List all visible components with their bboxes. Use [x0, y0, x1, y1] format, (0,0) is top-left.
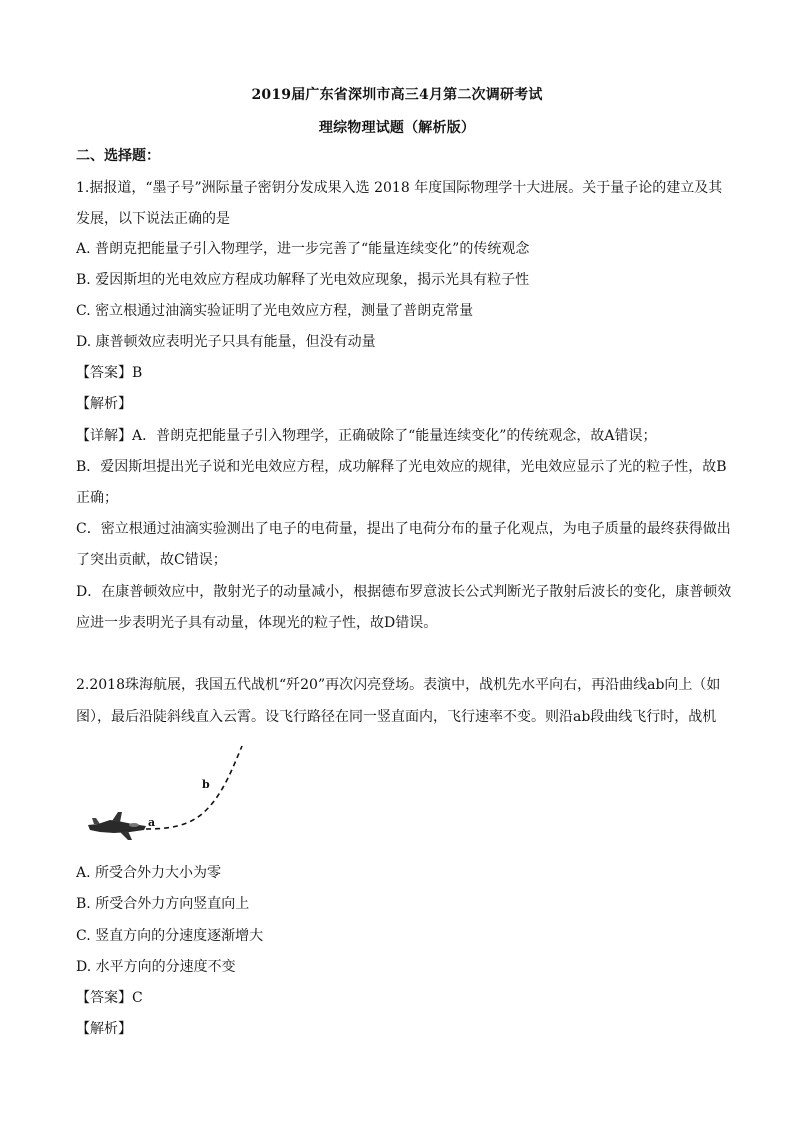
q1-detail-line-2: B．爱因斯坦提出光子说和光电效应方程，成功解释了光电效应的规律，光电效应显示了光的粒子性，故B — [76, 459, 727, 475]
q1-stem-line-2: 发展，以下说法正确的是 — [76, 211, 230, 227]
q2-option-c: C. 竖直方向的分速度逐渐增大 — [76, 928, 264, 944]
document-title: 2019届广东省深圳市高三4月第二次调研考试 — [251, 87, 543, 103]
q2-option-a: A. 所受合外力大小为零 — [76, 865, 222, 881]
q1-option-b: B. 爱因斯坦的光电效应方程成功解释了光电效应现象，揭示光具有粒子性 — [76, 272, 530, 288]
q2-stem-line-1: 2.2018珠海航展，我国五代战机“歼20”再次闪亮登场。表演中，战机先水平向右，再沿曲线ab向上（如 — [76, 677, 721, 693]
q1-detail-line-7: 应进一步表明光子具有动量，体现光的粒子性，故D错误。 — [76, 615, 438, 631]
q1-detail-line-6: D．在康普顿效应中，散射光子的动量减小，根据德布罗意波长公式判断光子散射后波长的变化，康普顿效 — [76, 584, 732, 600]
point-a-label: a — [148, 816, 156, 829]
point-b-label: b — [202, 778, 210, 791]
trajectory-curve — [146, 746, 242, 829]
q1-stem-line-1: 1.据报道，“墨子号”洲际量子密钥分发成果入选 2018 年度国际物理学十大进展。关于量子论的建立及其 — [76, 180, 723, 196]
q1-detail-line-3: 正确； — [76, 490, 118, 506]
q1-analysis-label: 【解析】 — [76, 396, 132, 412]
q2-analysis-label: 【解析】 — [76, 1021, 132, 1037]
section-heading: 二、选择题： — [76, 148, 160, 164]
flight-path-figure — [84, 740, 254, 850]
document-subtitle: 理综物理试题（解析版） — [318, 120, 476, 136]
fighter-jet-icon — [88, 812, 146, 840]
q1-option-d: D. 康普顿效应表明光子只具有能量，但没有动量 — [76, 334, 376, 350]
q1-detail-line-5: 了突出贡献，故C错误； — [76, 552, 227, 568]
q1-answer: 【答案】B — [76, 365, 143, 381]
q2-option-d: D. 水平方向的分速度不变 — [76, 959, 236, 975]
q1-detail-line-4: C．密立根通过油滴实验测出了电子的电荷量，提出了电荷分布的量子化观点，为电子质量的最终获得做出 — [76, 521, 731, 537]
q2-answer: 【答案】C — [76, 990, 143, 1006]
q1-detail-line-1: 【详解】A．普朗克把能量子引入物理学，正确破除了“能量连续变化”的传统观念，故A错误； — [76, 428, 657, 444]
q2-option-b: B. 所受合外力方向竖直向上 — [76, 896, 250, 912]
q2-stem-line-2: 图），最后沿陡斜线直入云霄。设飞行路径在同一竖直面内，飞行速率不变。则沿ab段曲线飞行时，战机 — [76, 709, 717, 725]
q1-option-a: A. 普朗克把能量子引入物理学，进一步完善了“能量连续变化”的传统观念 — [76, 241, 530, 257]
q1-option-c: C. 密立根通过油滴实验证明了光电效应方程，测量了普朗克常量 — [76, 303, 474, 319]
